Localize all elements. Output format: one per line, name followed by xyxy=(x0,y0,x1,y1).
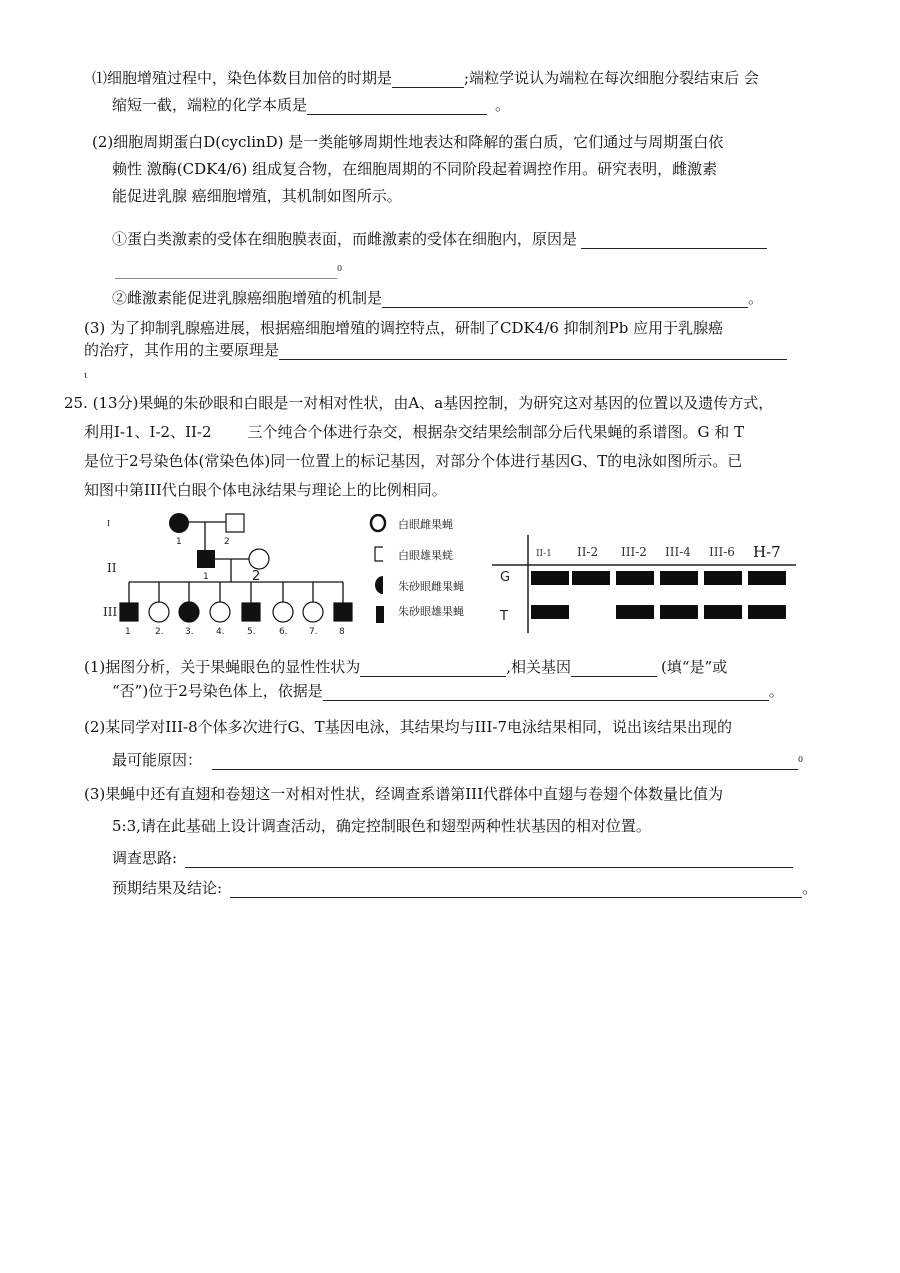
pedigree-chart xyxy=(95,505,365,645)
gen3-individuals xyxy=(120,582,352,622)
pedigree-I-2-unaffected-male xyxy=(226,514,244,532)
gel-bands xyxy=(531,571,786,619)
gel-row-label-G: G xyxy=(500,570,511,585)
q24-p1-text-b: ;端粒学说认为端粒在每次细胞分裂结束后 会 xyxy=(464,69,759,87)
period: 。 xyxy=(768,682,784,700)
q25-sub2-text: 最可能原因： xyxy=(112,751,203,769)
gel-band-T-3 xyxy=(616,605,654,619)
gel-band-G-6 xyxy=(748,571,786,585)
period: 。 xyxy=(802,879,818,897)
stray-mark: ι xyxy=(84,371,88,381)
q24-p3-text: 的治疗，其作用的主要原理是 xyxy=(84,341,280,359)
gen-label-II: II xyxy=(107,561,117,575)
q25-sub2-line2 xyxy=(112,750,803,770)
gel-band-G-1 xyxy=(531,571,569,585)
pedigree-III-3-affected-female xyxy=(179,602,199,622)
q25-line2-a: 利用I-1、I-2、II-2 xyxy=(84,423,212,441)
pedigree-III-5-affected-male xyxy=(242,603,260,621)
open-square-icon xyxy=(375,547,383,561)
label-III-1: 1 xyxy=(125,627,131,637)
gel-column-label-3: III-2 xyxy=(621,545,647,559)
q25-sub3-line2: 5:3,请在此基础上设计调查活动，确定控制眼色和翅型两种性状基因的相对位置。 xyxy=(112,817,651,835)
label-III-4: 4. xyxy=(216,627,225,637)
label-III-2: 2. xyxy=(155,627,164,637)
q24-p2-sub1-text: ①蛋白类激素的受体在细胞膜表面，而雌激素的受体在细胞内，原因是 xyxy=(112,230,578,248)
pedigree-III-8-affected-male xyxy=(334,603,352,621)
q24-p2-sub1 xyxy=(112,229,767,249)
pedigree-III-1-affected-male xyxy=(120,603,138,621)
q25-line4: 知图中第III代白眼个体电泳结果与理论上的比例相同。 xyxy=(84,481,447,499)
answer-blank-telomere[interactable] xyxy=(307,98,487,115)
answer-blank-phase[interactable] xyxy=(392,71,464,88)
open-circle-icon xyxy=(371,515,385,531)
q24-p1-text-c: 缩短一截，端粒的化学本质是 xyxy=(112,96,308,114)
period-mark: 0 xyxy=(798,755,804,764)
pedigree-II-1-affected-male xyxy=(197,550,215,568)
pedigree-svg xyxy=(95,505,365,645)
gel-band-T-5 xyxy=(704,605,742,619)
q24-p2-line3: 能促进乳腺 癌细胞增殖，其机制如图所示。 xyxy=(112,187,402,205)
answer-blank-result[interactable] xyxy=(230,881,802,898)
q24-p2-sub1-cont xyxy=(115,259,342,279)
q25-sub3-label-approach: 调查思路: xyxy=(112,849,178,867)
gen-label-I: I xyxy=(107,519,111,528)
period: 。 xyxy=(748,289,764,307)
gel-band-G-4 xyxy=(660,571,698,585)
q24-p3-line1: (3) 为了抑制乳腺癌进展，根据癌细胞增殖的调控特点，研制了CDK4/6 抑制剂Pb 应用于乳腺癌 xyxy=(84,319,724,337)
label-III-7: 7. xyxy=(309,627,318,637)
answer-blank-yesno[interactable] xyxy=(571,660,657,677)
label-III-3: 3. xyxy=(185,627,194,637)
pedigree-III-7-unaffected-female xyxy=(303,602,323,622)
filled-circle-icon xyxy=(375,576,383,594)
gel-band-T-4 xyxy=(660,605,698,619)
q24-p1-line2 xyxy=(112,95,510,115)
label-II-1: 1 xyxy=(203,572,209,582)
pedigree-III-2-unaffected-female xyxy=(149,602,169,622)
q25-sub3-line4 xyxy=(112,878,817,898)
q24-p3-line2 xyxy=(84,340,787,360)
q25-line3: 是位于2号染色体(常染色体)同一位置上的标记基因，对部分个体进行基因G、T的电泳如图所示。已 xyxy=(84,452,743,470)
gel-band-T-1 xyxy=(531,605,569,619)
pedigree-II-2-unaffected-female xyxy=(249,549,269,569)
gel-band-G-5 xyxy=(704,571,742,585)
legend-label-white-male: 白眼雄果蜣 xyxy=(398,549,453,562)
answer-blank-approach[interactable] xyxy=(185,851,793,868)
q24-p2-line2: 赖性 激酶(CDK4/6) 组成复合物，在细胞周期的不同阶段起着调控作用。研究表明，雌激素 xyxy=(112,160,718,178)
answer-blank-dominant[interactable] xyxy=(360,660,506,677)
gel-column-label-6: H-7 xyxy=(753,543,781,561)
answer-blank-basis[interactable] xyxy=(323,684,769,701)
pedigree-I-1-affected-female xyxy=(169,513,189,533)
label-I-2: 2 xyxy=(224,537,230,547)
period-mark: 0 xyxy=(337,264,343,273)
answer-blank-principle[interactable] xyxy=(279,343,787,360)
q25-sub3-label-result: 预期结果及结论: xyxy=(112,879,223,897)
gel-column-label-5: III-6 xyxy=(709,545,735,559)
pedigree-III-4-unaffected-female xyxy=(210,602,230,622)
pedigree-III-6-unaffected-female xyxy=(273,602,293,622)
label-III-8: 8 xyxy=(339,627,345,637)
q24-p2-sub2 xyxy=(112,288,763,308)
q25-sub1-text-d: “否”)位于2号染色体上，依据是 xyxy=(112,682,323,700)
q25-sub2-line1: (2)某同学对III-8个体多次进行G、T基因电泳，其结果均与III-7电泳结果相同，说出该结果出现的 xyxy=(84,718,733,736)
legend-label-cinnabar-female: 朱砂眼雌果蝇 xyxy=(398,580,464,593)
label-II-2: 2 xyxy=(252,569,261,584)
gel-row-label-T: T xyxy=(500,609,508,624)
filled-square-icon xyxy=(376,606,384,623)
answer-blank-mechanism[interactable] xyxy=(382,291,748,308)
answer-blank-receptor[interactable] xyxy=(581,232,767,249)
q25-line2 xyxy=(84,422,744,442)
q25-line1: 25. (13分)果蝇的朱砂眼和白眼是一对相对性状，由A、a基因控制，为研究这对基因的位置以及遗传方式， xyxy=(64,394,774,412)
gel-band-G-2 xyxy=(572,571,610,585)
label-III-5: 5. xyxy=(247,627,256,637)
q25-sub3-line1: (3)果蝇中还有直翅和卷翅这一对相对性状，经调查系谱第III代群体中直翅与卷翅个体数量比值为 xyxy=(84,785,724,803)
q24-p1-line1 xyxy=(92,68,759,88)
gel-column-label-4: III-4 xyxy=(665,545,691,559)
q25-sub1-line2 xyxy=(112,681,784,701)
q25-sub1-line1 xyxy=(84,657,727,677)
answer-blank-receptor-cont[interactable] xyxy=(115,262,337,279)
gel-band-G-3 xyxy=(616,571,654,585)
gel-column-label-1: II-1 xyxy=(536,549,552,559)
answer-blank-reason[interactable] xyxy=(212,753,798,770)
q25-sub3-line3 xyxy=(112,848,793,868)
legend-icons xyxy=(368,514,392,624)
period: 。 xyxy=(495,96,511,114)
label-I-1: 1 xyxy=(176,537,182,547)
gel-column-label-2: II-2 xyxy=(577,545,599,559)
gen-label-III: III xyxy=(103,605,118,619)
q24-p2-sub2-text: ②雌激素能促进乳腺癌细胞增殖的机制是 xyxy=(112,289,383,307)
q25-sub1-text-c: (填“是”或 xyxy=(661,658,728,676)
q25-line2-b: 三个纯合个体进行杂交，根据杂交结果绘制部分后代果蝇的系谱图。G 和 T xyxy=(247,423,745,441)
q24-p1-text-a: ⑴细胞增殖过程中，染色体数目加倍的时期是 xyxy=(92,69,393,87)
legend-label-cinnabar-male: 朱砂眼雄果蝇 xyxy=(398,605,464,618)
q25-sub1-text-b: ,相关基因 xyxy=(506,658,572,676)
q25-sub1-text-a: (1)据图分析，关于果蝇眼色的显性性状为 xyxy=(84,658,361,676)
legend-label-white-female: 白眼雌果蝇 xyxy=(398,518,453,531)
gel-band-T-6 xyxy=(748,605,786,619)
label-III-6: 6. xyxy=(279,627,288,637)
q24-p2-line1: (2)细胞周期蛋白D(cyclinD) 是一类能够周期性地表达和降解的蛋白质，它们通过与周期蛋白依 xyxy=(92,133,724,151)
